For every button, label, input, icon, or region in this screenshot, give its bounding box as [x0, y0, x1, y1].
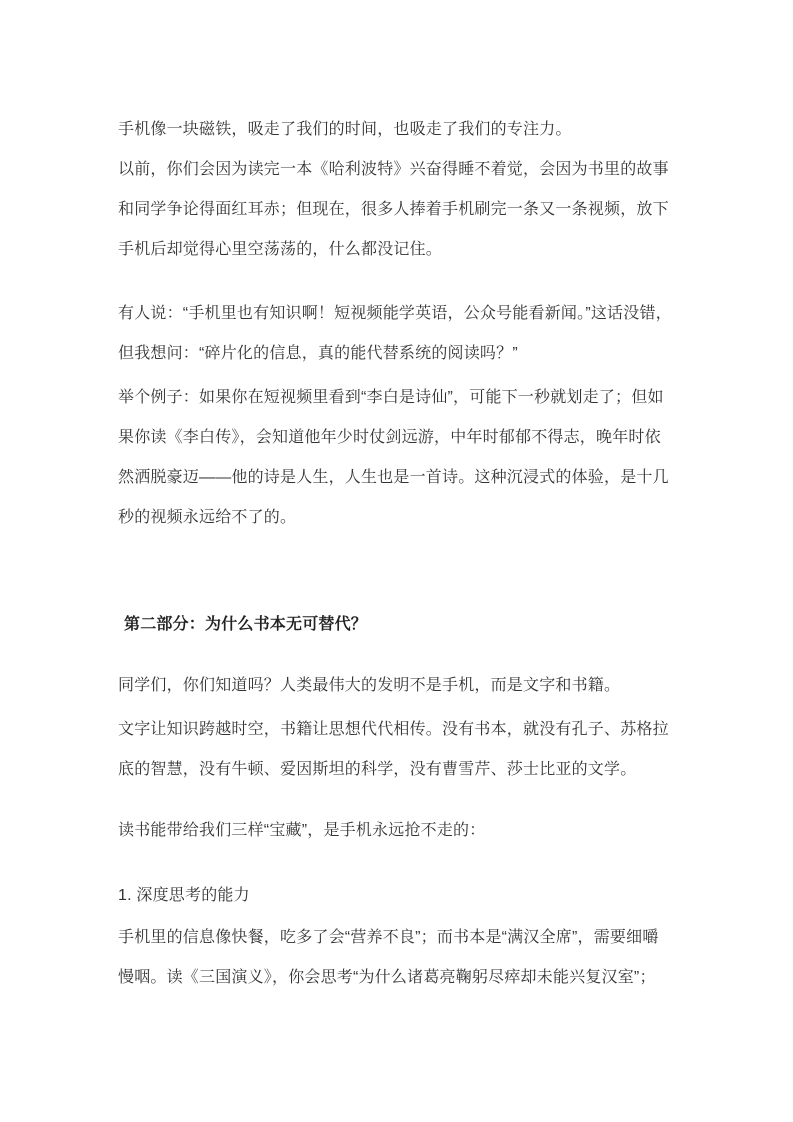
- text-line: 底的智慧，没有牛顿、爱因斯坦的科学，没有曹雪芹、莎士比亚的文学。: [118, 761, 637, 778]
- text-line: 1. 深度思考的能力: [118, 887, 250, 904]
- paragraph-greatest-invention: [118, 666, 675, 706]
- text-line: 秒的视频永远给不了的。: [118, 509, 297, 526]
- text-line: 手机像一块磁铁，吸走了我们的时间，也吸走了我们的专注力。: [118, 121, 572, 138]
- text-line: 手机后却觉得心里空荡荡的，什么都没记住。: [118, 241, 443, 258]
- text-line: 然洒脱豪迈——他的诗是人生，人生也是一首诗。这种沉浸式的体验，是十几: [118, 469, 669, 486]
- text-line: 和同学争论得面红耳赤；但现在，很多人捧着手机刷完一条又一条视频，放下: [118, 201, 669, 218]
- text-line: 果你读《李白传》，会知道他年少时仗剑远游，中年时郁郁不得志，晚年时依: [118, 429, 661, 446]
- text-line: 但我想问：“碎片化的信息，真的能代替系统的阅读吗？”: [118, 345, 518, 362]
- paragraph-libai-example: [118, 378, 675, 538]
- paragraph-phone-magnet: [118, 110, 675, 150]
- list-item-1-title: [118, 876, 675, 916]
- text-line: 举个例子：如果你在短视频里看到“李白是诗仙”，可能下一秒就划走了；但如: [118, 389, 664, 406]
- section-heading-part2: 第二部分：为什么书本无可替代？: [124, 616, 368, 633]
- paragraph-fastfood-banquet: [118, 918, 675, 998]
- text-line: 文字让知识跨越时空，书籍让思想代代相传。没有书本，就没有孔子、苏格拉: [118, 721, 669, 738]
- text-line: 读书能带给我们三样“宝藏”，是手机永远抢不走的：: [118, 822, 486, 839]
- text-line: 有人说：“手机里也有知识啊！短视频能学英语，公众号能看新闻。”这话没错，: [118, 305, 672, 322]
- text-line: 以前，你们会因为读完一本《哈利波特》兴奋得睡不着觉，会因为书里的故事: [118, 161, 669, 178]
- paragraph-writing-legacy: [118, 710, 675, 790]
- paragraph-someone-says: [118, 294, 675, 374]
- text-line: 同学们，你们知道吗？人类最伟大的发明不是手机，而是文字和书籍。: [118, 677, 621, 694]
- paragraph-before-vs-now: [118, 150, 675, 270]
- text-line: 慢咽。读《三国演义》，你会思考“为什么诸葛亮鞠躬尽瘁却未能兴复汉室”；: [118, 969, 656, 986]
- text-line: 手机里的信息像快餐，吃多了会“营养不良”；而书本是“满汉全席”，需要细嚼: [118, 929, 659, 946]
- paragraph-three-treasures: [118, 811, 675, 851]
